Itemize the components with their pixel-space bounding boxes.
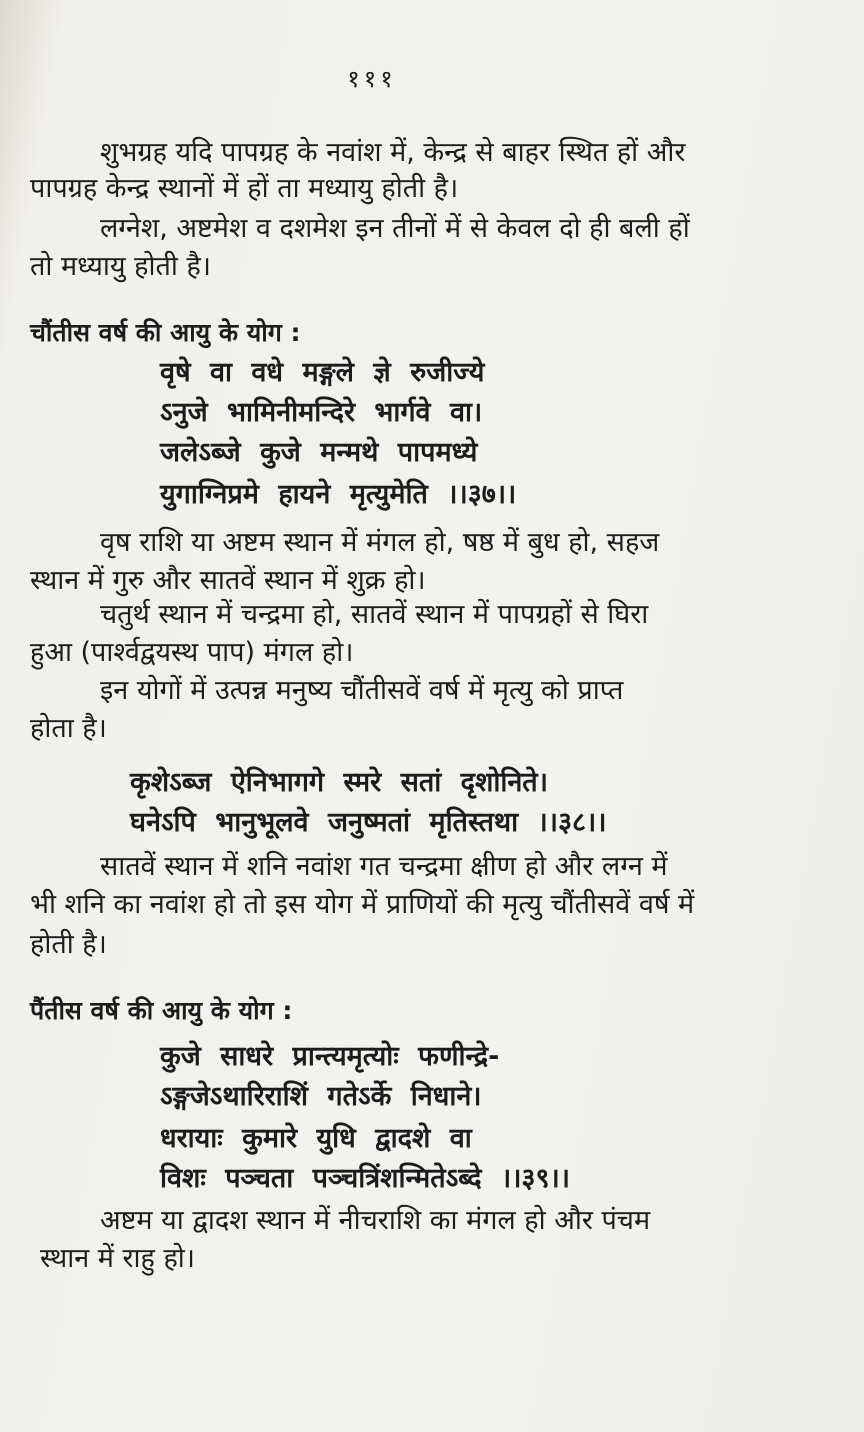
prose-line: भी शनि का नवांश हो तो इस योग में प्राणियों की मृत्यु चौंतीसवें वर्ष में: [30, 889, 695, 920]
verse-line: घनेऽपि भानुभूलवे जनुष्मतां मृतिस्तथा ।।३८।।: [130, 807, 607, 838]
prose-line: शुभग्रह यदि पापग्रह के नवांश में, केन्द्र से बाहर स्थित हों और: [100, 137, 686, 168]
verse-line: ऽनुजे भामिनीमन्दिरे भार्गवे वा।: [160, 397, 483, 428]
verse-line: जलेऽब्जे कुजे मन्मथे पापमध्ये: [160, 437, 478, 468]
prose-line: सातवें स्थान में शनि नवांश गत चन्द्रमा क्षीण हो और लग्न में: [100, 851, 668, 882]
section-heading: चौंतीस वर्ष की आयु के योग :: [30, 318, 301, 347]
verse-line: कुजे साधरे प्रान्त्यमृत्योः फणीन्द्रे-: [160, 1041, 500, 1072]
prose-line: स्थान में गुरु और सातवें स्थान में शुक्र हो।: [30, 565, 426, 596]
prose-line: पापग्रह केन्द्र स्थानों में हों ता मध्यायु होती है।: [30, 173, 459, 204]
verse-line: कृशेऽब्ज ऐनिभागगे स्मरे सतां दृशोनिते।: [130, 767, 548, 798]
prose-line: लग्नेश, अष्टमेश व दशमेश इन तीनों में से केवल दो ही बली हों: [100, 213, 690, 244]
prose-line: तो मध्यायु होती है।: [30, 251, 212, 282]
section-heading: पैंतीस वर्ष की आयु के योग :: [30, 996, 293, 1025]
prose-line: स्थान में राहु हो।: [40, 1243, 196, 1274]
prose-line: हुआ (पार्श्वद्वयस्थ पाप) मंगल हो।: [30, 637, 354, 668]
prose-line: वृष राशि या अष्टम स्थान में मंगल हो, षष्ठ में बुध हो, सहज: [100, 527, 660, 558]
verse-line: विशः पञ्चता पञ्चत्रिंशन्मितेऽब्दे ।।३९।।: [160, 1163, 570, 1194]
verse-line: ऽङ्गजेऽथारिराशिं गतेऽर्के निधाने।: [160, 1081, 482, 1112]
prose-line: चतुर्थ स्थान में चन्द्रमा हो, सातवें स्थान में पापग्रहों से घिरा: [100, 599, 649, 630]
verse-line: वृषे वा वधे मङ्गले ज्ञे रुजीज्ये: [160, 357, 485, 388]
verse-line: धरायाः कुमारे युधि द्वादशे वा: [160, 1123, 472, 1154]
page-number: १११: [347, 65, 397, 93]
prose-line: होता है।: [30, 713, 107, 744]
prose-line: अष्टम या द्वादश स्थान में नीचराशि का मंगल हो और पंचम: [100, 1205, 651, 1236]
verse-line: युगाग्निप्रमे हायने मृत्युमेति ।।३७।।: [160, 479, 517, 510]
prose-line: होती है।: [30, 929, 107, 960]
prose-line: इन योगों में उत्पन्न मनुष्य चौंतीसवें वर्ष में मृत्यु को प्राप्त: [100, 675, 624, 706]
